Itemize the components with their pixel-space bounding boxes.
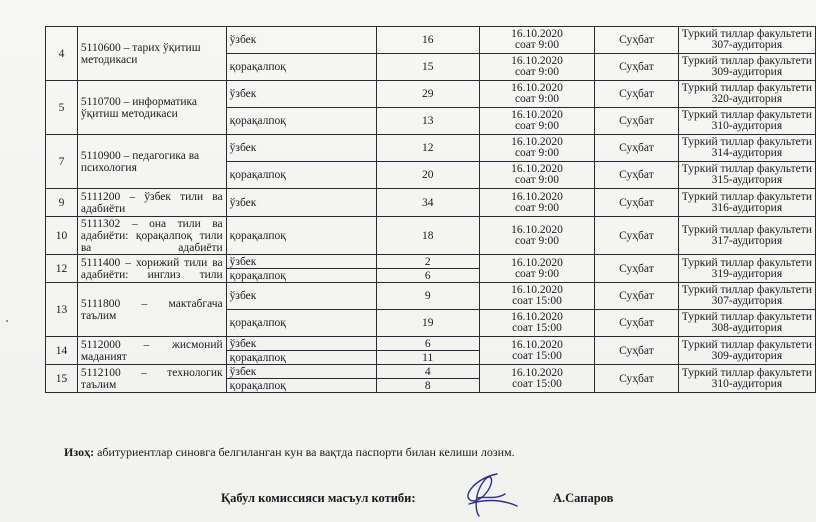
- exam-location-line1: Туркий тиллар факультети: [681, 82, 812, 94]
- instruction-language: ўзбек: [226, 27, 376, 54]
- specialty-name: 5110900 – педагогика ва психология: [77, 135, 226, 189]
- row-number: 9: [46, 189, 78, 217]
- table-row: [46, 283, 816, 310]
- exam-location-line2: 320-аудитория: [711, 93, 783, 105]
- exam-location-line2: 317-аудитория: [711, 234, 783, 247]
- exam-location: [678, 365, 815, 393]
- instruction-language: қорақалпоқ: [226, 162, 376, 189]
- specialty-name: 5110700 – информатика ўқитиш методикаси: [77, 81, 226, 135]
- schedule-body: [46, 27, 816, 393]
- scan-speck: [6, 320, 8, 322]
- interview-datetime: [479, 337, 594, 365]
- instruction-language: ўзбек: [226, 283, 376, 310]
- applicant-count: 9: [376, 283, 479, 310]
- interview-datetime: [479, 135, 594, 162]
- table-row: [46, 255, 816, 269]
- interview-datetime-line1: 16.10.2020: [511, 136, 563, 148]
- row-number: 12: [46, 255, 78, 283]
- exam-location-line1: Туркий тиллар факультети: [681, 109, 812, 121]
- interview-datetime: [479, 81, 594, 108]
- applicant-count: 16: [376, 27, 479, 54]
- instruction-language: ўзбек: [226, 337, 376, 351]
- exam-location-line1: Туркий тиллар факультети: [681, 338, 812, 351]
- exam-type: Суҳбат: [595, 54, 679, 81]
- exam-type: Суҳбат: [595, 162, 679, 189]
- specialty-name: 5111400 – хорижий тили ва адабиёти: инглиз тили: [77, 255, 226, 283]
- applicant-count: 13: [376, 108, 479, 135]
- specialty-name: 5112000 – жисмоний маданият: [77, 337, 226, 365]
- applicant-count: 20: [376, 162, 479, 189]
- specialty-name: 5111200 – ўзбек тили ва адабиёти: [77, 189, 226, 217]
- exam-location: [678, 337, 815, 365]
- interview-datetime: [479, 255, 594, 283]
- instruction-language: қорақалпоқ: [226, 269, 376, 283]
- applicant-count: 8: [376, 379, 479, 393]
- interview-datetime-line1: 16.10.2020: [511, 256, 563, 269]
- exam-location: [678, 310, 815, 337]
- row-number: 14: [46, 337, 78, 365]
- exam-type: Суҳбат: [595, 108, 679, 135]
- interview-datetime: [479, 283, 594, 310]
- interview-datetime-line1: 16.10.2020: [511, 223, 563, 236]
- exam-location-line1: Туркий тиллар факультети: [681, 311, 812, 323]
- exam-location-line1: Туркий тиллар факультети: [681, 256, 812, 269]
- instruction-language: ўзбек: [226, 135, 376, 162]
- table-row: [46, 365, 816, 379]
- interview-datetime-line1: 16.10.2020: [511, 28, 563, 40]
- instruction-language: қорақалпоқ: [226, 54, 376, 81]
- row-number: 5: [46, 81, 78, 135]
- exam-type: Суҳбат: [595, 217, 679, 255]
- applicant-count: 6: [376, 269, 479, 283]
- instruction-language: ўзбек: [226, 81, 376, 108]
- exam-type: Суҳбат: [595, 337, 679, 365]
- interview-datetime-line1: 16.10.2020: [511, 109, 563, 121]
- interview-datetime-line1: 16.10.2020: [511, 163, 563, 175]
- row-number: 7: [46, 135, 78, 189]
- commission-secretary-title: Қабул комиссияси масъул котиби:: [221, 491, 416, 505]
- exam-location-line2: 309-аудитория: [711, 66, 783, 78]
- interview-datetime-line2: соат 9:00: [514, 234, 559, 247]
- exam-location: [678, 81, 815, 108]
- interview-datetime-line2: соат 9:00: [514, 66, 559, 78]
- interview-datetime: [479, 189, 594, 217]
- interview-datetime: [479, 162, 594, 189]
- interview-datetime-line2: соат 9:00: [514, 93, 559, 105]
- note: [64, 445, 515, 460]
- exam-location-line1: Туркий тиллар факультети: [681, 284, 812, 296]
- interview-datetime-line2: соат 15:00: [512, 349, 562, 362]
- instruction-language: ўзбек: [226, 365, 376, 379]
- exam-location-line2: 319-аудитория: [711, 267, 783, 280]
- exam-location-line1: Туркий тиллар факультети: [681, 366, 812, 379]
- table-row: [46, 189, 816, 217]
- applicant-count: 15: [376, 54, 479, 81]
- exam-location: [678, 135, 815, 162]
- interview-datetime-line1: 16.10.2020: [511, 82, 563, 94]
- applicant-count: 2: [376, 255, 479, 269]
- exam-location-line2: 314-аудитория: [711, 147, 783, 159]
- exam-location-line2: 310-аудитория: [711, 120, 783, 132]
- applicant-count: 11: [376, 351, 479, 365]
- specialty-name: 5111302 – она тили ва адабиёти: қорақалпоқ тили ва адабиёти: [77, 217, 226, 255]
- exam-location-line1: Туркий тиллар факультети: [681, 190, 812, 203]
- interview-datetime: [479, 27, 594, 54]
- interview-datetime-line2: соат 15:00: [512, 295, 562, 307]
- instruction-language: ўзбек: [226, 189, 376, 217]
- row-number: 13: [46, 283, 78, 337]
- instruction-language: қорақалпоқ: [226, 310, 376, 337]
- interview-datetime-line2: соат 9:00: [514, 174, 559, 186]
- interview-datetime-line2: соат 9:00: [514, 201, 559, 214]
- instruction-language: қорақалпоқ: [226, 379, 376, 393]
- specialty-name: 5110600 – тарих ўқитиш методикаси: [77, 27, 226, 81]
- exam-location-line2: 309-аудитория: [711, 349, 783, 362]
- exam-location: [678, 217, 815, 255]
- specialty-name: 5111800 – мактабгача таълим: [77, 283, 226, 337]
- exam-location: [678, 54, 815, 81]
- interview-datetime-line2: соат 9:00: [514, 147, 559, 159]
- instruction-language: ўзбек: [226, 255, 376, 269]
- exam-location: [678, 162, 815, 189]
- interview-datetime: [479, 54, 594, 81]
- interview-datetime-line2: соат 15:00: [512, 377, 562, 390]
- exam-location-line1: Туркий тиллар факультети: [681, 163, 812, 175]
- interview-datetime-line1: 16.10.2020: [511, 284, 563, 296]
- note-label: Изоҳ:: [64, 445, 95, 459]
- row-number: 15: [46, 365, 78, 393]
- interview-datetime: [479, 217, 594, 255]
- exam-location: [678, 283, 815, 310]
- exam-location-line1: Туркий тиллар факультети: [681, 28, 812, 40]
- secretary-name: А.Сапаров: [553, 491, 614, 505]
- interview-datetime-line2: соат 9:00: [514, 267, 559, 280]
- exam-type: Суҳбат: [595, 283, 679, 310]
- interview-datetime: [479, 108, 594, 135]
- instruction-language: қорақалпоқ: [226, 108, 376, 135]
- exam-type: Суҳбат: [595, 365, 679, 393]
- row-number: 4: [46, 27, 78, 81]
- exam-location: [678, 108, 815, 135]
- interview-schedule-table: [45, 26, 816, 393]
- exam-type: Суҳбат: [595, 189, 679, 217]
- interview-datetime-line1: 16.10.2020: [511, 311, 563, 323]
- instruction-language: қорақалпоқ: [226, 217, 376, 255]
- row-number: 10: [46, 217, 78, 255]
- applicant-count: 18: [376, 217, 479, 255]
- exam-type: Суҳбат: [595, 81, 679, 108]
- interview-datetime-line1: 16.10.2020: [511, 338, 563, 351]
- applicant-count: 29: [376, 81, 479, 108]
- exam-location-line1: Туркий тиллар факультети: [681, 223, 812, 236]
- interview-datetime-line2: соат 9:00: [514, 120, 559, 132]
- exam-location: [678, 255, 815, 283]
- interview-datetime-line1: 16.10.2020: [511, 190, 563, 203]
- exam-location-line2: 316-аудитория: [711, 201, 783, 214]
- interview-datetime-line1: 16.10.2020: [511, 55, 563, 67]
- note-text: абитуриентлар синовга белгиланган кун ва вақтда паспорти билан келиши лозим.: [94, 445, 515, 459]
- exam-location-line2: 308-аудитория: [711, 322, 783, 334]
- instruction-language: қорақалпоқ: [226, 351, 376, 365]
- table-row: [46, 217, 816, 255]
- interview-datetime: [479, 365, 594, 393]
- table-row: [46, 81, 816, 108]
- interview-datetime: [479, 310, 594, 337]
- exam-location-line2: 310-аудитория: [711, 377, 783, 390]
- interview-datetime-line1: 16.10.2020: [511, 366, 563, 379]
- exam-location: [678, 189, 815, 217]
- exam-type: Суҳбат: [595, 27, 679, 54]
- table-row: [46, 135, 816, 162]
- exam-location-line1: Туркий тиллар факультети: [681, 55, 812, 67]
- exam-location-line2: 315-аудитория: [711, 174, 783, 186]
- table-row: [46, 337, 816, 351]
- exam-location: [678, 27, 815, 54]
- table-row: [46, 27, 816, 54]
- exam-type: Суҳбат: [595, 310, 679, 337]
- applicant-count: 19: [376, 310, 479, 337]
- interview-datetime-line2: соат 9:00: [514, 39, 559, 51]
- exam-type: Суҳбат: [595, 255, 679, 283]
- signature-mark: [455, 470, 525, 518]
- interview-datetime-line2: соат 15:00: [512, 322, 562, 334]
- applicant-count: 6: [376, 337, 479, 351]
- applicant-count: 34: [376, 189, 479, 217]
- applicant-count: 12: [376, 135, 479, 162]
- applicant-count: 4: [376, 365, 479, 379]
- exam-location-line2: 307-аудитория: [711, 295, 783, 307]
- specialty-name: 5112100 – технологик таълим: [77, 365, 226, 393]
- exam-type: Суҳбат: [595, 135, 679, 162]
- exam-location-line1: Туркий тиллар факультети: [681, 136, 812, 148]
- exam-location-line2: 307-аудитория: [711, 39, 783, 51]
